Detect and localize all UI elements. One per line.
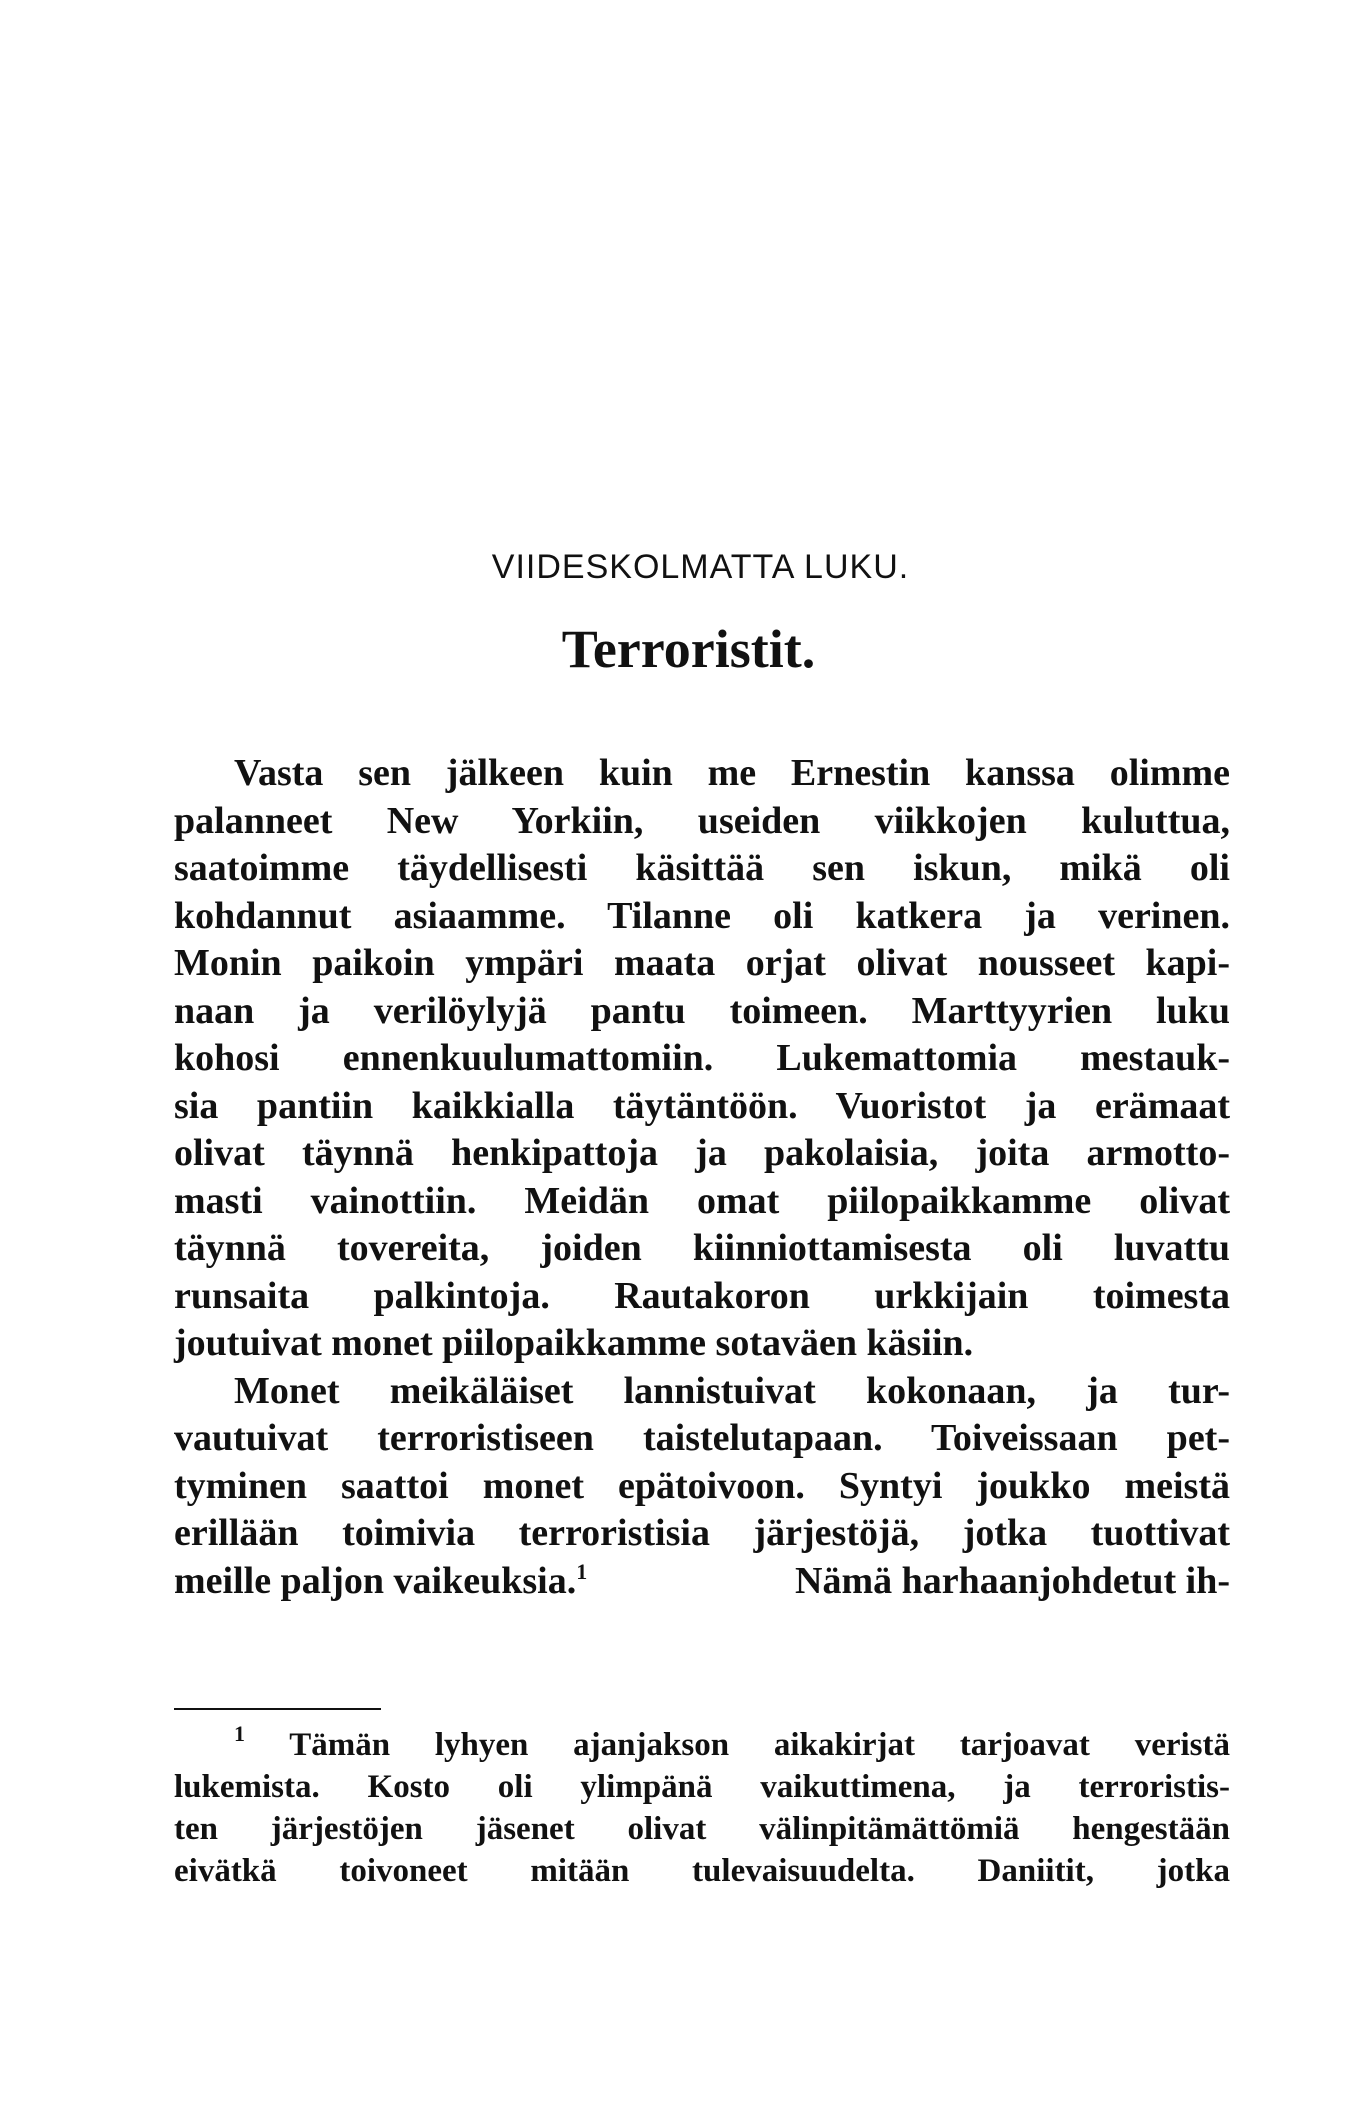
text-line: Monet meikäläiset lannistuivat kokonaan, ja tur- xyxy=(234,1369,1230,1412)
text-segment xyxy=(174,1558,587,1606)
text-line: runsaita palkintoja. Rautakoron urkkijain toimesta xyxy=(174,1274,1230,1317)
text-line: täynnä tovereita, joiden kiinniottamisesta oli luvattu xyxy=(174,1227,1230,1269)
text-line: olivat täynnä henkipattoja ja pakolaisia, joita armotto- xyxy=(174,1132,1230,1174)
text-line xyxy=(174,1558,1230,1606)
text-line: vautuivat terroristiseen taistelutapaan. Toiveissaan pet- xyxy=(174,1417,1230,1459)
footnote-line xyxy=(174,1721,1230,1766)
text-line: palanneet New Yorkiin, useiden viikkojen kuluttua, xyxy=(174,799,1230,842)
text-line: joutuivat monet piilopaikkamme sotaväen käsiin. xyxy=(174,1322,974,1364)
chapter-title: Terroristit. xyxy=(561,619,816,679)
text-line: erillään toimivia terroristisia järjestöjä, jotka tuottivat xyxy=(174,1512,1230,1554)
footnote xyxy=(174,1721,1230,1892)
text-line: kohosi ennenkuulumattomiin. Lukemattomia mestauk- xyxy=(174,1037,1230,1079)
text-line: saatoimme täydellisesti käsittää sen iskun, mikä oli xyxy=(174,847,1230,889)
footnote-text: Tämän lyhyen ajanjakson aikakirjat tarjoavat veristä xyxy=(289,1727,1230,1763)
text-line: tyminen saattoi monet epätoivoon. Syntyi joukko meistä xyxy=(174,1464,1230,1507)
text-line: Monin paikoin ympäri maata orjat olivat nousseet kapi- xyxy=(174,942,1230,984)
footnote-marker: 1 xyxy=(234,1721,245,1746)
footnote-line: eivätkä toivoneet mitään tulevaisuudelta. Daniitit, jotka xyxy=(174,1853,1230,1889)
text-line: kohdannut asiaamme. Tilanne oli katkera ja verinen. xyxy=(174,894,1230,937)
text-segment: meille paljon vaikeuksia. xyxy=(174,1559,577,1602)
text-line: sia pantiin kaikkialla täytäntöön. Vuoristot ja erämaat xyxy=(174,1084,1230,1127)
text-line: naan ja verilöylyjä pantu toimeen. Marttyyrien luku xyxy=(174,989,1230,1032)
footnote-line: ten järjestöjen jäsenet olivat välinpitämättömiä hengestään xyxy=(174,1811,1230,1847)
footnote-divider xyxy=(174,1708,381,1710)
text-line: Vasta sen jälkeen kuin me Ernestin kanssa olimme xyxy=(234,752,1230,794)
text-line: masti vainottiin. Meidän omat piilopaikkamme olivat xyxy=(174,1179,1230,1222)
body-text xyxy=(174,750,1230,1605)
chapter-heading: VIIDESKOLMATTA LUKU. xyxy=(491,548,910,586)
footnote-reference[interactable]: 1 xyxy=(576,1558,588,1584)
text-segment: Nämä harhaanjohdetut ih- xyxy=(795,1559,1230,1602)
footnote-line: lukemista. Kosto oli ylimpänä vaikuttimena, ja terroristis- xyxy=(174,1769,1230,1805)
